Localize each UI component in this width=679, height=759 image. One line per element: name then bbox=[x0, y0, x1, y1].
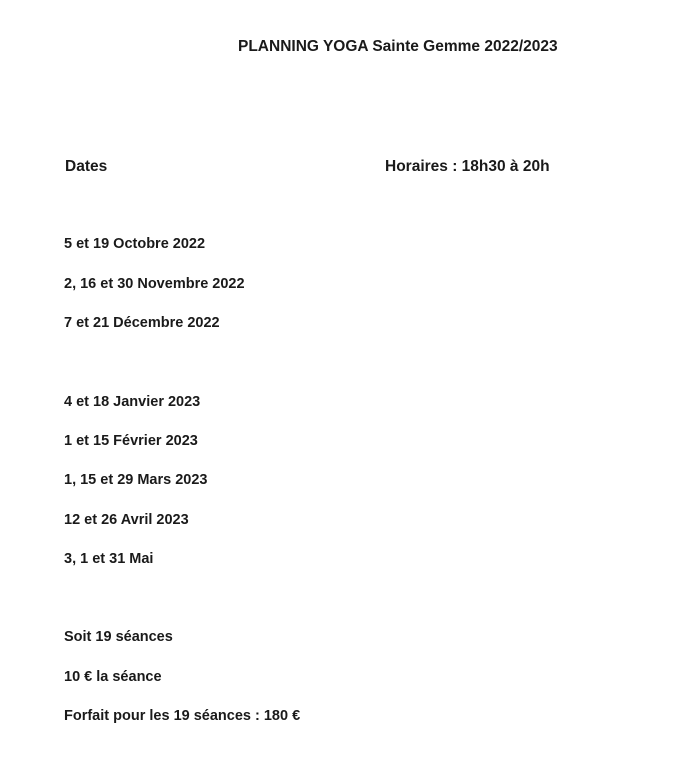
schedule-line: 3, 1 et 31 Mai bbox=[64, 551, 154, 567]
hours-header: Horaires : 18h30 à 20h bbox=[385, 158, 550, 175]
schedule-line: 1, 15 et 29 Mars 2023 bbox=[64, 472, 208, 488]
schedule-line: 5 et 19 Octobre 2022 bbox=[64, 236, 206, 252]
dates-header: Dates bbox=[65, 158, 108, 175]
summary-sessions: Soit 19 séances bbox=[64, 629, 173, 645]
schedule-line: 1 et 15 Février 2023 bbox=[64, 433, 198, 449]
schedule-line: 4 et 18 Janvier 2023 bbox=[64, 394, 201, 410]
summary-package: Forfait pour les 19 séances : 180 € bbox=[64, 708, 301, 724]
schedule-line: 2, 16 et 30 Novembre 2022 bbox=[64, 276, 245, 292]
schedule-line: 12 et 26 Avril 2023 bbox=[64, 512, 189, 528]
document-title: PLANNING YOGA Sainte Gemme 2022/2023 bbox=[238, 38, 558, 55]
summary-price: 10 € la séance bbox=[64, 669, 162, 685]
schedule-line: 7 et 21 Décembre 2022 bbox=[64, 315, 220, 331]
